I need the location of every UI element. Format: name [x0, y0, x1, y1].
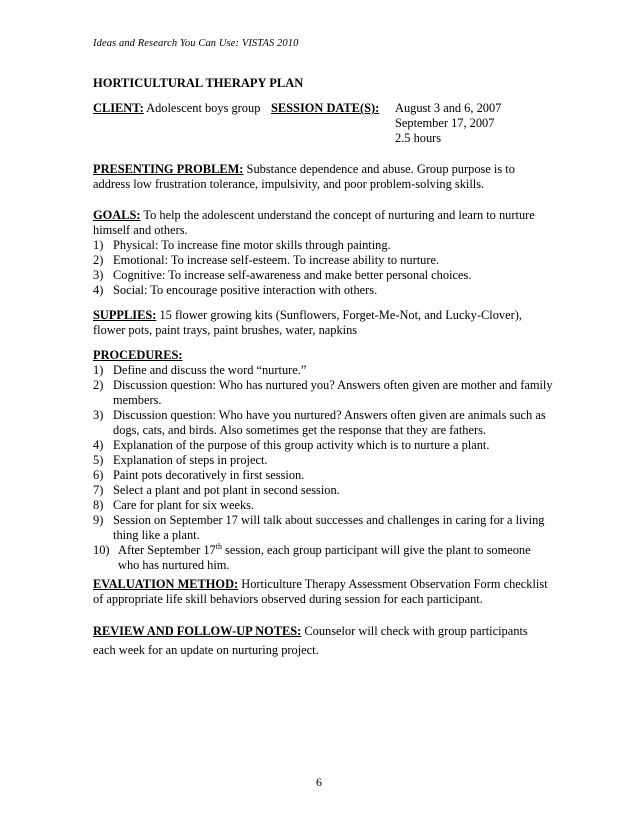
procedure-item: 1) Define and discuss the word “nurture.” [93, 363, 307, 377]
client-label: CLIENT: [93, 101, 144, 115]
review-text: Counselor will check with group participants each week for an update on nurturing project. [93, 624, 528, 657]
supplies-text: 15 flower growing kits (Sunflowers, Forget-Me-Not, and Lucky-Clover), flower pots, paint trays, paint brushes, water, napkins [93, 308, 522, 337]
procedure-item: 6) Paint pots decoratively in first session. [93, 468, 305, 482]
procedure-item: 9) Session on September 17 will talk about successes and challenges in caring for a living thing like a plant. [93, 513, 545, 542]
procedure-item: 8) Care for plant for six weeks. [93, 498, 255, 512]
goal-item: 4) Social: To encourage positive interaction with others. [93, 283, 378, 297]
session-duration: 2.5 hours [395, 131, 442, 145]
presenting-problem-section [93, 162, 553, 192]
presenting-problem-label: PRESENTING PROBLEM: [93, 162, 244, 176]
session-dates [395, 101, 555, 146]
supplies-label: SUPPLIES: [93, 308, 157, 322]
running-head: Ideas and Research You Can Use: VISTAS 2010 [93, 38, 299, 49]
session-date-line: August 3 and 6, 2007 [395, 101, 502, 115]
client-value: Adolescent boys group [146, 101, 261, 115]
review-label: REVIEW AND FOLLOW-UP NOTES: [93, 624, 302, 638]
evaluation-label: EVALUATION METHOD: [93, 577, 239, 591]
procedure-item: 10) After September 17th session, each group participant will give the plant to someone who has nurtured him. [93, 541, 531, 572]
goal-item: 2) Emotional: To increase self-esteem. To increase ability to nurture. [93, 253, 440, 267]
goals-list [93, 238, 553, 298]
evaluation-text: Horticulture Therapy Assessment Observation Form checklist of appropriate life skill behaviors observed during session for each participant. [93, 577, 548, 606]
procedures-section [93, 348, 553, 573]
goal-item: 1) Physical: To increase fine motor skills through painting. [93, 238, 391, 252]
procedures-list [93, 363, 553, 573]
procedure-item: 3) Discussion question: Who have you nurtured? Answers often given are animals such as dogs, cats, and birds. Also sometimes get the response that they are fathers. [93, 408, 546, 437]
supplies-section [93, 308, 553, 338]
goals-intro: GOALS: To help the adolescent understand the concept of nurturing and learn to nurture himself and others. [93, 208, 535, 237]
review-section [93, 622, 553, 660]
procedures-label: PROCEDURES: [93, 348, 183, 362]
session-date-line: September 17, 2007 [395, 116, 495, 130]
client-field [93, 101, 260, 116]
goals-section [93, 208, 553, 298]
evaluation-section [93, 577, 553, 607]
session-date-label: SESSION DATE(S): [271, 101, 380, 115]
procedure-item: 4) Explanation of the purpose of this group activity which is to nurture a plant. [93, 438, 490, 452]
document-title: HORTICULTURAL THERAPY PLAN [93, 76, 304, 90]
procedure-item: 7) Select a plant and pot plant in second session. [93, 483, 340, 497]
procedure-item: 2) Discussion question: Who has nurtured you? Answers often given are mother and family members. [93, 378, 553, 407]
procedure-item: 5) Explanation of steps in project. [93, 453, 268, 467]
presenting-problem-text: Substance dependence and abuse. Group purpose is to address low frustration tolerance, impulsivity, and poor problem-solving skills. [93, 162, 515, 191]
goals-label: GOALS: [93, 208, 141, 222]
goal-item: 3) Cognitive: To increase self-awareness and make better personal choices. [93, 268, 472, 282]
page-number: 6 [316, 775, 322, 789]
